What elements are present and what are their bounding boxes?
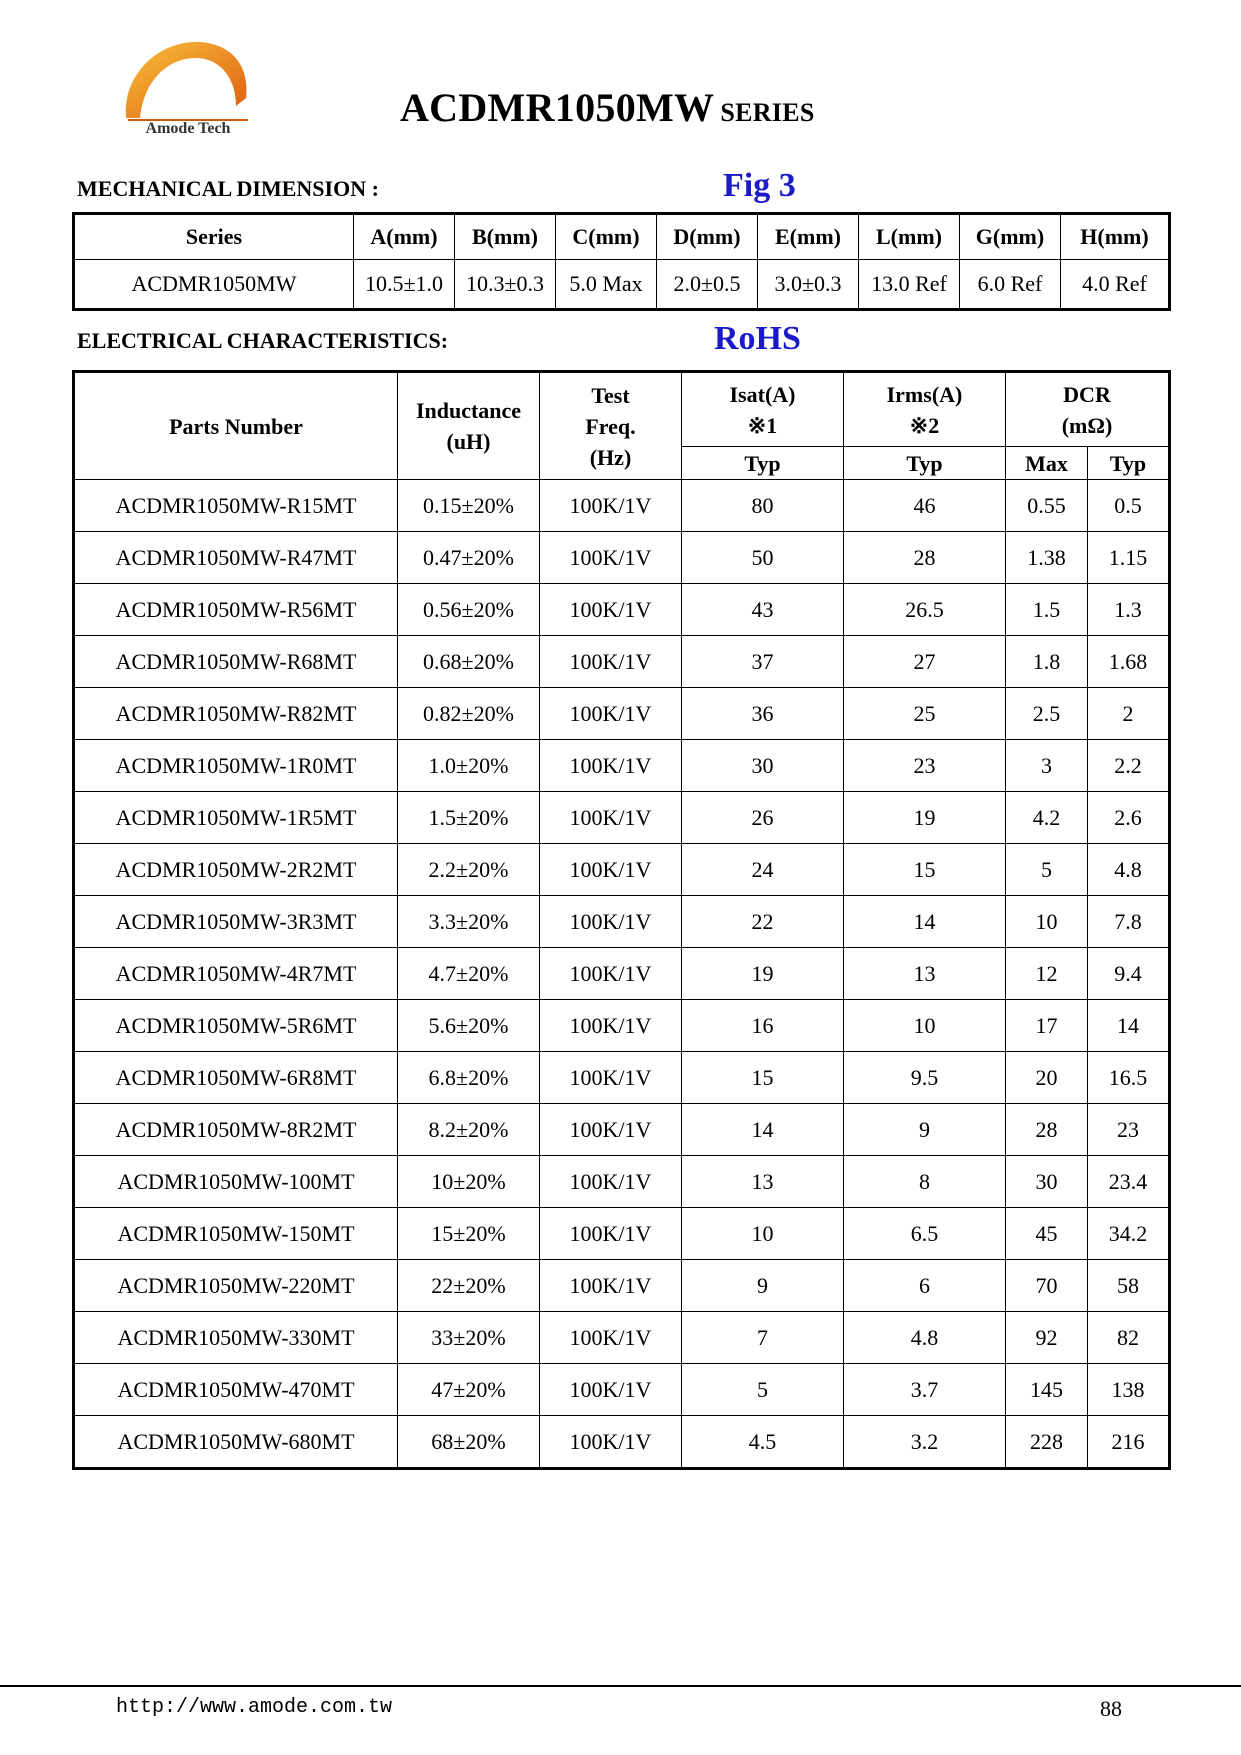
cell-isat-typ: 50 (682, 532, 844, 584)
cell-test-freq: 100K/1V (540, 844, 682, 896)
col-dcr-max: Max (1006, 447, 1088, 480)
cell-part-number: ACDMR1050MW-2R2MT (74, 844, 398, 896)
electrical-table-body (74, 480, 1170, 1469)
mech-col-h: H(mm) (1061, 214, 1170, 260)
mechanical-dimension-table (72, 212, 1171, 311)
cell-inductance: 4.7±20% (398, 948, 540, 1000)
cell-part-number: ACDMR1050MW-1R5MT (74, 792, 398, 844)
cell-inductance: 2.2±20% (398, 844, 540, 896)
table-row (74, 1052, 1170, 1104)
col-isat-note: ※1 (747, 412, 778, 438)
cell-dcr-max: 2.5 (1006, 688, 1088, 740)
mech-col-d: D(mm) (657, 214, 758, 260)
cell-test-freq: 100K/1V (540, 948, 682, 1000)
cell-test-freq: 100K/1V (540, 1052, 682, 1104)
cell-dcr-typ: 7.8 (1088, 896, 1170, 948)
col-dcr-label: DCR (1063, 381, 1111, 407)
col-test-freq (540, 372, 682, 480)
cell-part-number: ACDMR1050MW-6R8MT (74, 1052, 398, 1104)
table-row (74, 636, 1170, 688)
cell-part-number: ACDMR1050MW-R47MT (74, 532, 398, 584)
cell-test-freq: 100K/1V (540, 584, 682, 636)
title-suffix: SERIES (720, 98, 815, 127)
cell-dcr-max: 45 (1006, 1208, 1088, 1260)
cell-part-number: ACDMR1050MW-100MT (74, 1156, 398, 1208)
cell-inductance: 0.56±20% (398, 584, 540, 636)
table-row (74, 740, 1170, 792)
cell-dcr-max: 92 (1006, 1312, 1088, 1364)
cell-test-freq: 100K/1V (540, 1156, 682, 1208)
col-inductance (398, 372, 540, 480)
cell-part-number: ACDMR1050MW-680MT (74, 1416, 398, 1469)
cell-irms-typ: 3.7 (844, 1364, 1006, 1416)
cell-isat-typ: 22 (682, 896, 844, 948)
cell-dcr-max: 1.38 (1006, 532, 1088, 584)
col-dcr (1006, 372, 1170, 447)
cell-dcr-max: 1.8 (1006, 636, 1088, 688)
col-irms-label: Irms(A) (886, 381, 963, 407)
cell-part-number: ACDMR1050MW-R68MT (74, 636, 398, 688)
cell-dcr-typ: 34.2 (1088, 1208, 1170, 1260)
cell-irms-typ: 19 (844, 792, 1006, 844)
cell-irms-typ: 15 (844, 844, 1006, 896)
mech-cell-g: 6.0 Ref (960, 260, 1061, 310)
cell-part-number: ACDMR1050MW-150MT (74, 1208, 398, 1260)
cell-dcr-max: 30 (1006, 1156, 1088, 1208)
cell-dcr-typ: 9.4 (1088, 948, 1170, 1000)
cell-test-freq: 100K/1V (540, 1416, 682, 1469)
mechanical-data-row (74, 260, 1170, 310)
table-row (74, 844, 1170, 896)
col-isat-label: Isat(A) (729, 381, 796, 407)
cell-irms-typ: 23 (844, 740, 1006, 792)
cell-isat-typ: 80 (682, 480, 844, 532)
cell-irms-typ: 6 (844, 1260, 1006, 1312)
cell-inductance: 0.82±20% (398, 688, 540, 740)
cell-isat-typ: 37 (682, 636, 844, 688)
cell-part-number: ACDMR1050MW-R82MT (74, 688, 398, 740)
cell-isat-typ: 43 (682, 584, 844, 636)
cell-inductance: 10±20% (398, 1156, 540, 1208)
col-isat (682, 372, 844, 447)
mech-cell-e: 3.0±0.3 (758, 260, 859, 310)
cell-part-number: ACDMR1050MW-220MT (74, 1260, 398, 1312)
col-isat-typ: Typ (682, 447, 844, 480)
cell-irms-typ: 28 (844, 532, 1006, 584)
col-freq-label: Freq. (585, 413, 636, 439)
cell-isat-typ: 10 (682, 1208, 844, 1260)
cell-test-freq: 100K/1V (540, 1104, 682, 1156)
cell-dcr-typ: 4.8 (1088, 844, 1170, 896)
cell-part-number: ACDMR1050MW-470MT (74, 1364, 398, 1416)
title-series-name: ACDMR1050MW (400, 85, 715, 130)
cell-test-freq: 100K/1V (540, 636, 682, 688)
col-inductance-unit: (uH) (446, 429, 491, 454)
mech-col-a: A(mm) (354, 214, 455, 260)
cell-part-number: ACDMR1050MW-R56MT (74, 584, 398, 636)
cell-dcr-typ: 14 (1088, 1000, 1170, 1052)
electrical-header-row (74, 372, 1170, 447)
cell-dcr-typ: 1.68 (1088, 636, 1170, 688)
cell-dcr-typ: 2.2 (1088, 740, 1170, 792)
cell-inductance: 1.5±20% (398, 792, 540, 844)
cell-dcr-typ: 23.4 (1088, 1156, 1170, 1208)
cell-dcr-max: 4.2 (1006, 792, 1088, 844)
cell-test-freq: 100K/1V (540, 740, 682, 792)
table-row (74, 532, 1170, 584)
cell-isat-typ: 7 (682, 1312, 844, 1364)
col-freq-unit: (Hz) (589, 444, 632, 470)
table-row (74, 896, 1170, 948)
col-parts-number-label: Parts Number (169, 413, 303, 439)
cell-irms-typ: 3.2 (844, 1416, 1006, 1469)
cell-irms-typ: 25 (844, 688, 1006, 740)
cell-irms-typ: 27 (844, 636, 1006, 688)
table-row (74, 1000, 1170, 1052)
cell-test-freq: 100K/1V (540, 1208, 682, 1260)
table-row (74, 1208, 1170, 1260)
cell-isat-typ: 16 (682, 1000, 844, 1052)
footer-url: http://www.amode.com.tw (116, 1696, 393, 1719)
cell-test-freq: 100K/1V (540, 688, 682, 740)
cell-isat-typ: 15 (682, 1052, 844, 1104)
cell-dcr-max: 10 (1006, 896, 1088, 948)
cell-inductance: 0.47±20% (398, 532, 540, 584)
logo-sunrise-icon (118, 36, 258, 126)
company-logo (118, 36, 258, 144)
cell-inductance: 0.15±20% (398, 480, 540, 532)
page-title (400, 84, 815, 131)
cell-irms-typ: 9.5 (844, 1052, 1006, 1104)
cell-test-freq: 100K/1V (540, 1260, 682, 1312)
cell-irms-typ: 10 (844, 1000, 1006, 1052)
col-dcr-typ: Typ (1088, 447, 1170, 480)
electrical-characteristics-table (72, 370, 1171, 1470)
cell-part-number: ACDMR1050MW-5R6MT (74, 1000, 398, 1052)
cell-isat-typ: 36 (682, 688, 844, 740)
table-row (74, 1156, 1170, 1208)
cell-test-freq: 100K/1V (540, 1000, 682, 1052)
cell-dcr-typ: 82 (1088, 1312, 1170, 1364)
cell-irms-typ: 46 (844, 480, 1006, 532)
cell-dcr-typ: 58 (1088, 1260, 1170, 1312)
cell-dcr-max: 20 (1006, 1052, 1088, 1104)
cell-isat-typ: 26 (682, 792, 844, 844)
cell-irms-typ: 8 (844, 1156, 1006, 1208)
mech-cell-c: 5.0 Max (556, 260, 657, 310)
cell-dcr-max: 28 (1006, 1104, 1088, 1156)
cell-dcr-max: 228 (1006, 1416, 1088, 1469)
rohs-label: RoHS (714, 320, 801, 357)
col-inductance-label: Inductance (415, 398, 522, 423)
cell-irms-typ: 13 (844, 948, 1006, 1000)
col-dcr-unit: (mΩ) (1061, 412, 1113, 438)
cell-inductance: 1.0±20% (398, 740, 540, 792)
cell-part-number: ACDMR1050MW-1R0MT (74, 740, 398, 792)
cell-isat-typ: 9 (682, 1260, 844, 1312)
mech-col-b: B(mm) (455, 214, 556, 260)
cell-inductance: 33±20% (398, 1312, 540, 1364)
cell-irms-typ: 14 (844, 896, 1006, 948)
cell-test-freq: 100K/1V (540, 1364, 682, 1416)
cell-dcr-typ: 2.6 (1088, 792, 1170, 844)
cell-dcr-max: 70 (1006, 1260, 1088, 1312)
mech-cell-b: 10.3±0.3 (455, 260, 556, 310)
cell-irms-typ: 26.5 (844, 584, 1006, 636)
cell-isat-typ: 24 (682, 844, 844, 896)
mech-cell-a: 10.5±1.0 (354, 260, 455, 310)
cell-inductance: 3.3±20% (398, 896, 540, 948)
col-irms (844, 372, 1006, 447)
table-row (74, 1416, 1170, 1469)
cell-inductance: 5.6±20% (398, 1000, 540, 1052)
cell-dcr-typ: 138 (1088, 1364, 1170, 1416)
cell-isat-typ: 30 (682, 740, 844, 792)
mech-cell-l: 13.0 Ref (859, 260, 960, 310)
cell-dcr-max: 5 (1006, 844, 1088, 896)
mech-col-c: C(mm) (556, 214, 657, 260)
page-number: 88 (1100, 1696, 1122, 1721)
mechanical-section-label: MECHANICAL DIMENSION : (77, 176, 379, 201)
mech-col-l: L(mm) (859, 214, 960, 260)
cell-isat-typ: 14 (682, 1104, 844, 1156)
cell-part-number: ACDMR1050MW-330MT (74, 1312, 398, 1364)
cell-isat-typ: 19 (682, 948, 844, 1000)
cell-dcr-typ: 2 (1088, 688, 1170, 740)
table-row (74, 480, 1170, 532)
mech-col-g: G(mm) (960, 214, 1061, 260)
table-row (74, 1364, 1170, 1416)
cell-irms-typ: 4.8 (844, 1312, 1006, 1364)
cell-part-number: ACDMR1050MW-4R7MT (74, 948, 398, 1000)
cell-dcr-typ: 1.15 (1088, 532, 1170, 584)
cell-dcr-max: 0.55 (1006, 480, 1088, 532)
cell-inductance: 6.8±20% (398, 1052, 540, 1104)
table-row (74, 1260, 1170, 1312)
col-irms-typ: Typ (844, 447, 1006, 480)
table-row (74, 1312, 1170, 1364)
col-parts-number (74, 372, 398, 480)
cell-part-number: ACDMR1050MW-8R2MT (74, 1104, 398, 1156)
cell-dcr-max: 17 (1006, 1000, 1088, 1052)
mech-cell-h: 4.0 Ref (1061, 260, 1170, 310)
cell-dcr-typ: 16.5 (1088, 1052, 1170, 1104)
cell-test-freq: 100K/1V (540, 792, 682, 844)
cell-dcr-max: 3 (1006, 740, 1088, 792)
mech-cell-d: 2.0±0.5 (657, 260, 758, 310)
mechanical-header-row (74, 214, 1170, 260)
footer-divider (0, 1685, 1241, 1687)
cell-inductance: 22±20% (398, 1260, 540, 1312)
mech-col-e: E(mm) (758, 214, 859, 260)
cell-dcr-typ: 23 (1088, 1104, 1170, 1156)
cell-irms-typ: 9 (844, 1104, 1006, 1156)
table-row (74, 792, 1170, 844)
table-row (74, 1104, 1170, 1156)
cell-test-freq: 100K/1V (540, 1312, 682, 1364)
electrical-section-label: ELECTRICAL CHARACTERISTICS: (77, 328, 449, 353)
cell-inductance: 8.2±20% (398, 1104, 540, 1156)
cell-inductance: 47±20% (398, 1364, 540, 1416)
cell-inductance: 15±20% (398, 1208, 540, 1260)
cell-dcr-max: 145 (1006, 1364, 1088, 1416)
table-row (74, 688, 1170, 740)
cell-dcr-max: 12 (1006, 948, 1088, 1000)
table-row (74, 584, 1170, 636)
cell-isat-typ: 4.5 (682, 1416, 844, 1469)
cell-dcr-max: 1.5 (1006, 584, 1088, 636)
cell-isat-typ: 5 (682, 1364, 844, 1416)
mech-col-series: Series (74, 214, 354, 260)
fig-label: Fig 3 (723, 167, 796, 204)
cell-irms-typ: 6.5 (844, 1208, 1006, 1260)
mech-cell-series: ACDMR1050MW (74, 260, 354, 310)
cell-part-number: ACDMR1050MW-R15MT (74, 480, 398, 532)
cell-dcr-typ: 0.5 (1088, 480, 1170, 532)
cell-test-freq: 100K/1V (540, 896, 682, 948)
cell-isat-typ: 13 (682, 1156, 844, 1208)
cell-inductance: 0.68±20% (398, 636, 540, 688)
cell-dcr-typ: 1.3 (1088, 584, 1170, 636)
cell-inductance: 68±20% (398, 1416, 540, 1469)
cell-part-number: ACDMR1050MW-3R3MT (74, 896, 398, 948)
col-test-label: Test (591, 382, 630, 408)
col-irms-note: ※2 (909, 412, 940, 438)
cell-test-freq: 100K/1V (540, 480, 682, 532)
table-row (74, 948, 1170, 1000)
cell-test-freq: 100K/1V (540, 532, 682, 584)
logo-text: Amode Tech (145, 120, 231, 137)
cell-dcr-typ: 216 (1088, 1416, 1170, 1469)
